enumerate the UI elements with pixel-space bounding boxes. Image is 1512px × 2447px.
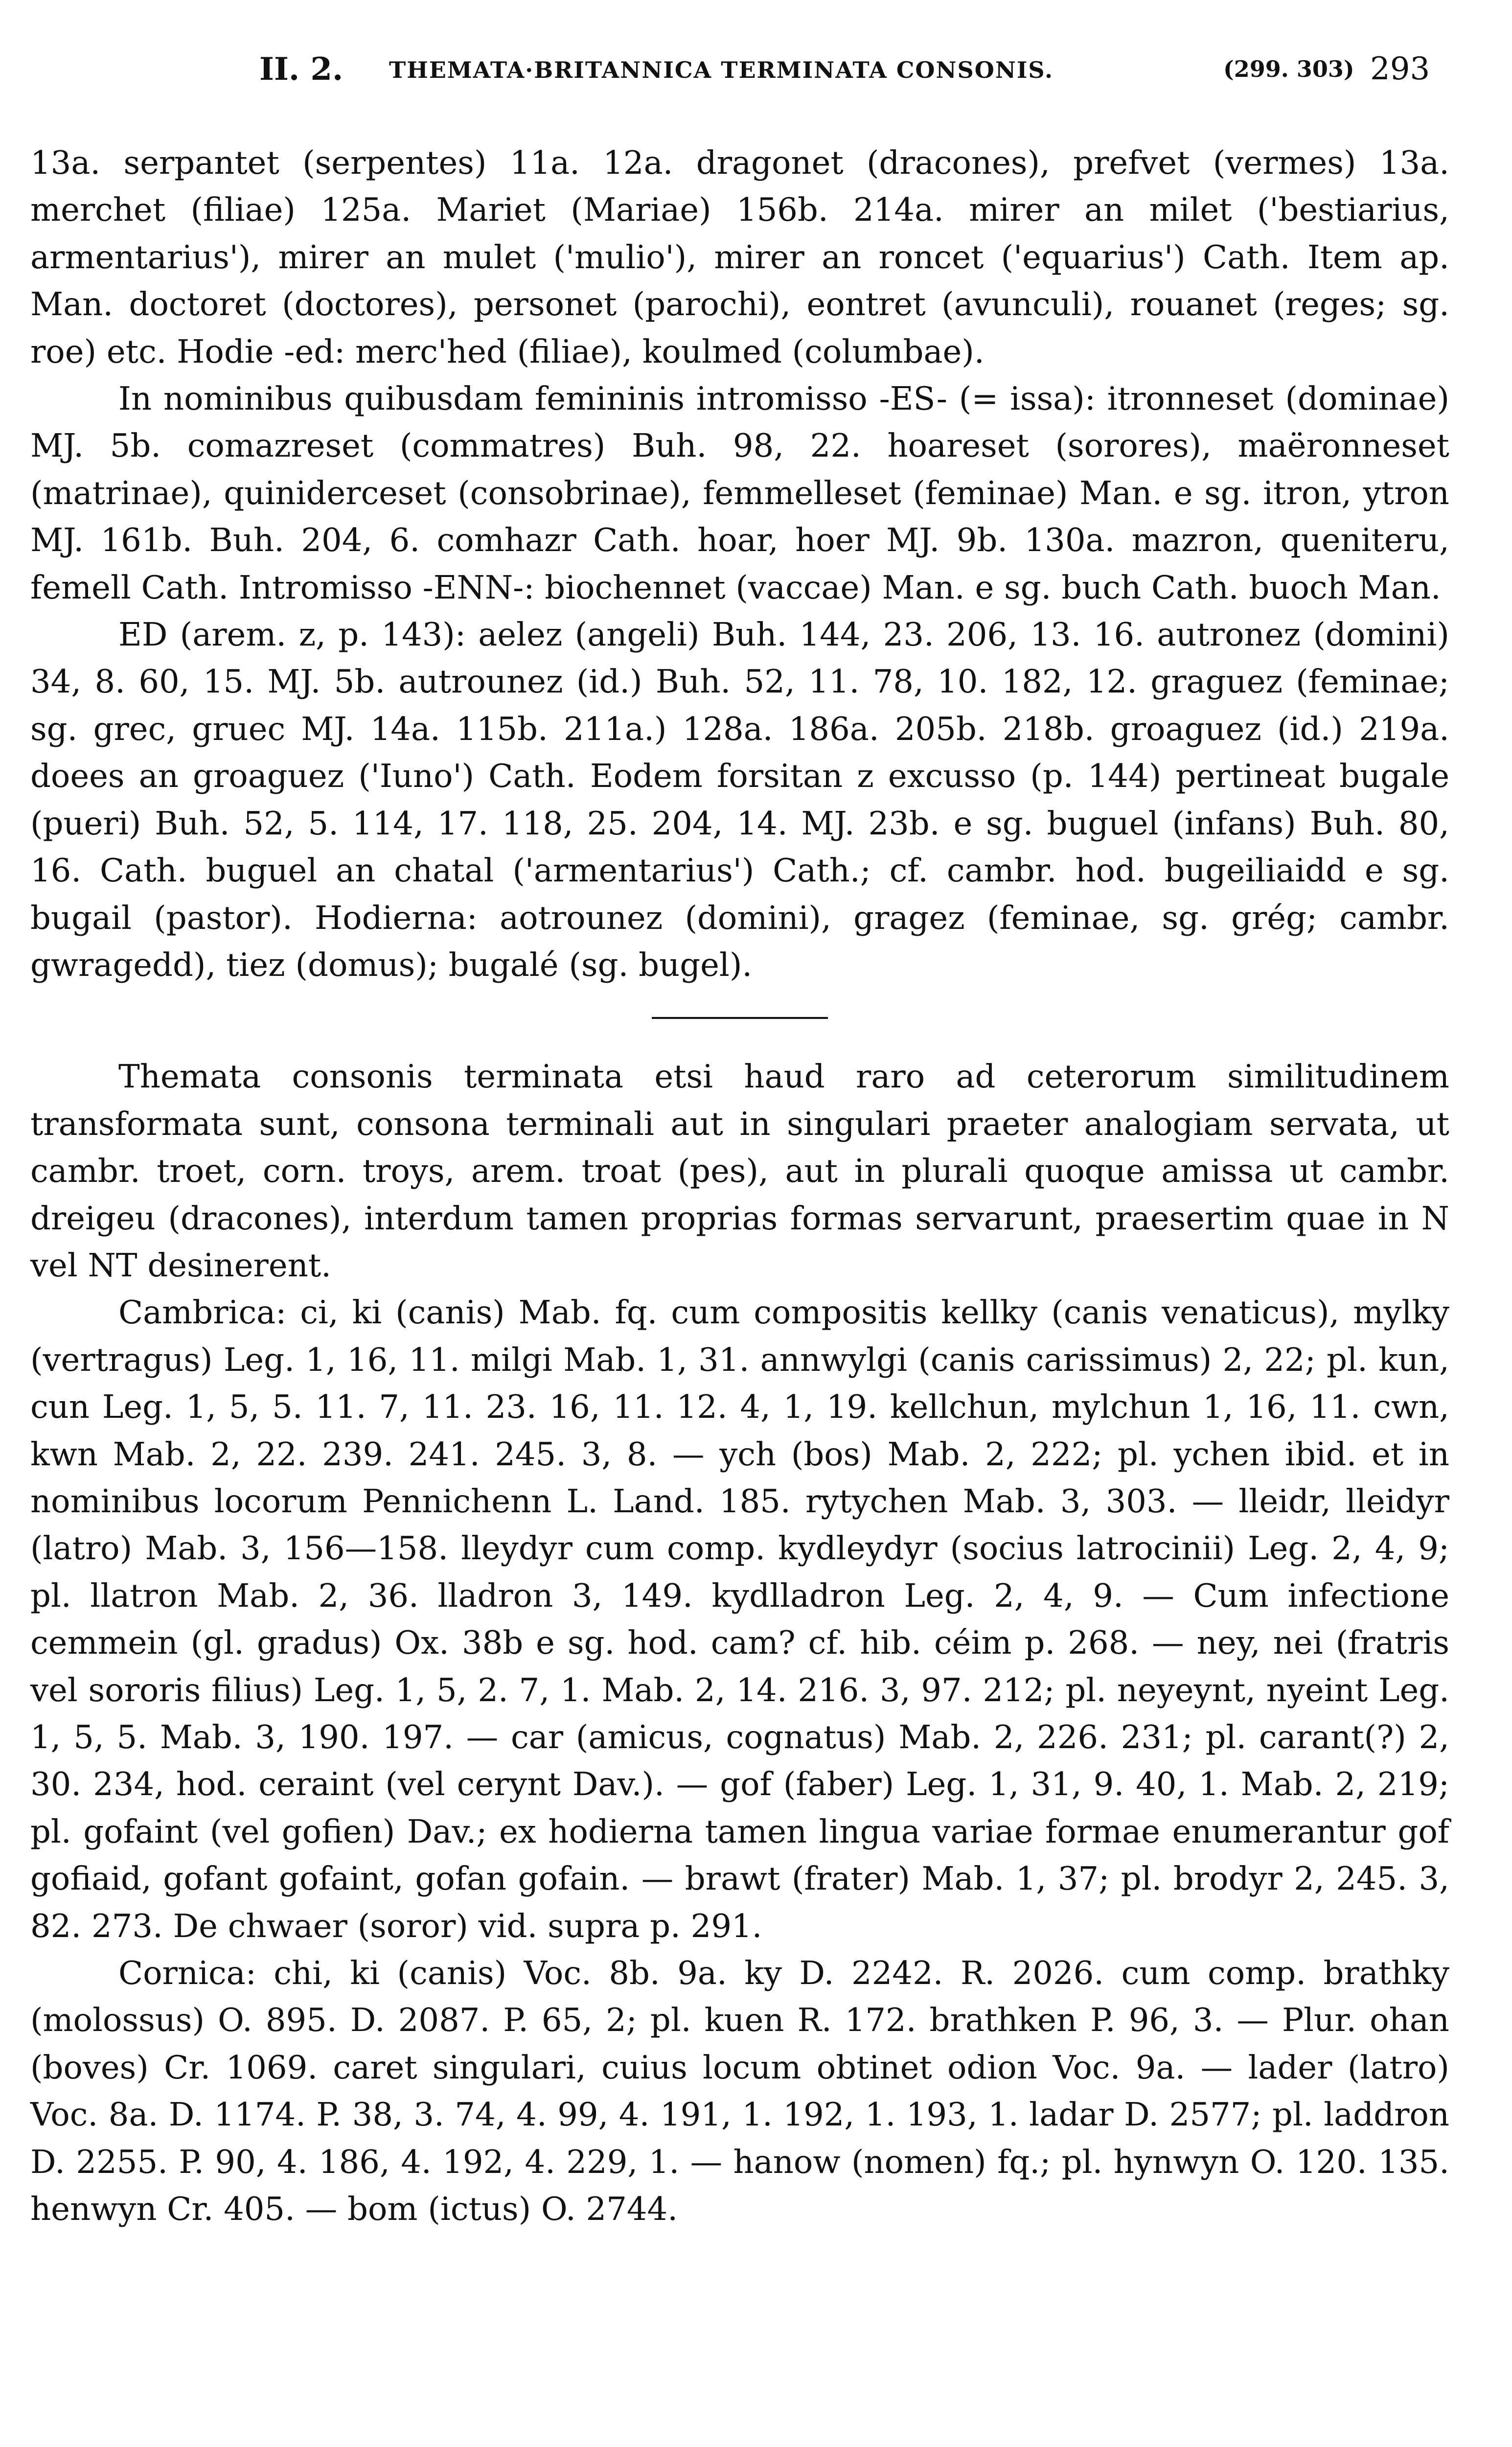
paragraph-cambrica: Cambrica: ci, ki (canis) Mab. fq. cum compositis kellky (canis venaticus), mylky (vertragus) Leg. 1, 16, 11. milgi Mab. 1, 31. annwylgi (canis carissimus) 2, 22; pl. kun, cun Leg. 1, 5, 5. 11. 7, 11. 23. 16, 11. 12. 4, 1, 19. kellchun, mylchun 1, 16, 11. cwn, kwn Mab. 2, 22. 239. 241. 245. 3, 8. — ych (bos) Mab. 2, 222; pl. ychen ibid. et in nominibus locorum Pennichenn L. Land. 185. rytychen Mab. 3, 303. — lleidr, lleidyr (latro) Mab. 3, 156—158. lleydyr cum comp. kydleydyr (socius latrocinii) Leg. 2, 4, 9; pl. llatron Mab. 2, 36. lladron 3, 149. kydlladron Leg. 2, 4, 9. — Cum infectione cemmein (gl. gradus) Ox. 38b e sg. hod. cam? cf. hib. céim p. 268. — ney, nei (fratris vel sororis filius) Leg. 1, 5, 2. 7, 1. Mab. 2, 14. 216. 3, 97. 212; pl. neyeynt, nyeint Leg. 1, 5, 5. Mab. 3, 190. 197. — car (amicus, cognatus) Mab. 2, 226. 231; pl. carant(?) 2, 30. 234, hod. ceraint (vel cerynt Dav.). — gof (faber) Leg. 1, 31, 9. 40, 1. Mab. 2, 219; pl. gofaint (vel gofien) Dav.; ex hodierna tamen lingua variae formae enumerantur gof gofiaid, gofant gofaint, gofan gofain. — brawt (frater) Mab. 1, 37; pl. brodyr 2, 245. 3, 82. 273. De chwaer (soror) vid. supra p. 291. — [30, 1294, 1449, 1945]
paragraph-cornica: Cornica: chi, ki (canis) Voc. 8b. 9a. ky D. 2242. R. 2026. cum comp. brathky (molossus) O. 895. D. 2087. P. 65, 2; pl. kuen R. 172. brathken P. 96, 3. — Plur. ohan (boves) Cr. 1069. caret singulari, cuius locum obtinet odion Voc. 9a. — lader (latro) Voc. 8a. D. 1174. P. 38, 3. 74, 4. 99, 4. 191, 1. 192, 1. 193, 1. ladar D. 2577; pl. laddron D. 2255. P. 90, 4. 186, 4. 192, 4. 229, 1. — hanow (nomen) fq.; pl. hynwyn O. 120. 135. henwyn Cr. 405. — bom (ictus) O. 2744. — [30, 1955, 1449, 2228]
paragraph-feminine-es: In nominibus quibusdam femininis intromisso -ES- (= issa): itronneset (dominae) MJ. 5b. comazreset (commatres) Buh. 98, 22. hoareset (sorores), maëronneset (matrinae), quiniderceset (consobrinae), femmelleset (feminae) Man. e sg. itron, ytron MJ. 161b. Buh. 204, 6. comhazr Cath. hoar, hoer MJ. 9b. 130a. mazron, queniteru, femell Cath. Intromisso -ENN-: biochennet (vaccae) Man. e sg. buch Cath. buoch Man. — [30, 380, 1449, 606]
section-divider — [652, 1017, 828, 1019]
running-header — [259, 49, 1458, 103]
running-title: THEMATA·BRITANNICA TERMINATA CONSONIS. — [389, 57, 1054, 83]
page-number: 293 — [1370, 51, 1430, 87]
paragraph-plural-et: 13a. serpantet (serpentes) 11a. 12a. dragonet (dracones), prefvet (vermes) 13a. merchet (filiae) 125a. Mariet (Mariae) 156b. 214a. mirer an milet ('bestiarius, armentarius'), mirer an mulet ('mulio'), mirer an roncet ('equarius') Cath. Item ap. Man. doctoret (doctores), personet (parochi), eontret (avunculi), rouanet (reges; sg. roe) etc. Hodie -ed: merc'hed (filiae), koulmed (columbae). — [30, 144, 1449, 370]
paragraph-ed-plurals: ED (arem. z, p. 143): aelez (angeli) Buh. 144, 23. 206, 13. 16. autronez (domini) 34, 8. 60, 15. MJ. 5b. autrounez (id.) Buh. 52, 11. 78, 10. 182, 12. graguez (feminae; sg. grec, gruec MJ. 14a. 115b. 211a.) 128a. 186a. 205b. 218b. groaguez (id.) 219a. doees an groaguez ('Iuno') Cath. Eodem forsitan z excusso (p. 144) pertineat bugale (pueri) Buh. 52, 5. 114, 17. 118, 25. 204, 14. MJ. 23b. e sg. buguel (infans) Buh. 80, 16. Cath. buguel an chatal ('armentarius') Cath.; cf. cambr. hod. bugeiliaidd e sg. bugail (pastor). Hodierna: aotrounez (domini), gragez (feminae, sg. grég; cambr. gwragedd), tiez (domus); bugalé (sg. bugel). — [30, 616, 1449, 984]
section-number: II. 2. — [259, 51, 344, 88]
paragraph-consonant-stems: Themata consonis terminata etsi haud raro ad ceterorum similitudinem transformata sunt, consona terminali aut in singulari praeter analogiam servata, ut cambr. troet, corn. troys, arem. troat (pes), aut in plurali quoque amissa ut cambr. dreigeu (dracones), interdum tamen proprias formas servarunt, praesertim quae in N vel NT desinerent. — [30, 1058, 1449, 1284]
body-text — [30, 139, 1449, 2233]
section-references: (299. 303) — [1223, 56, 1354, 82]
